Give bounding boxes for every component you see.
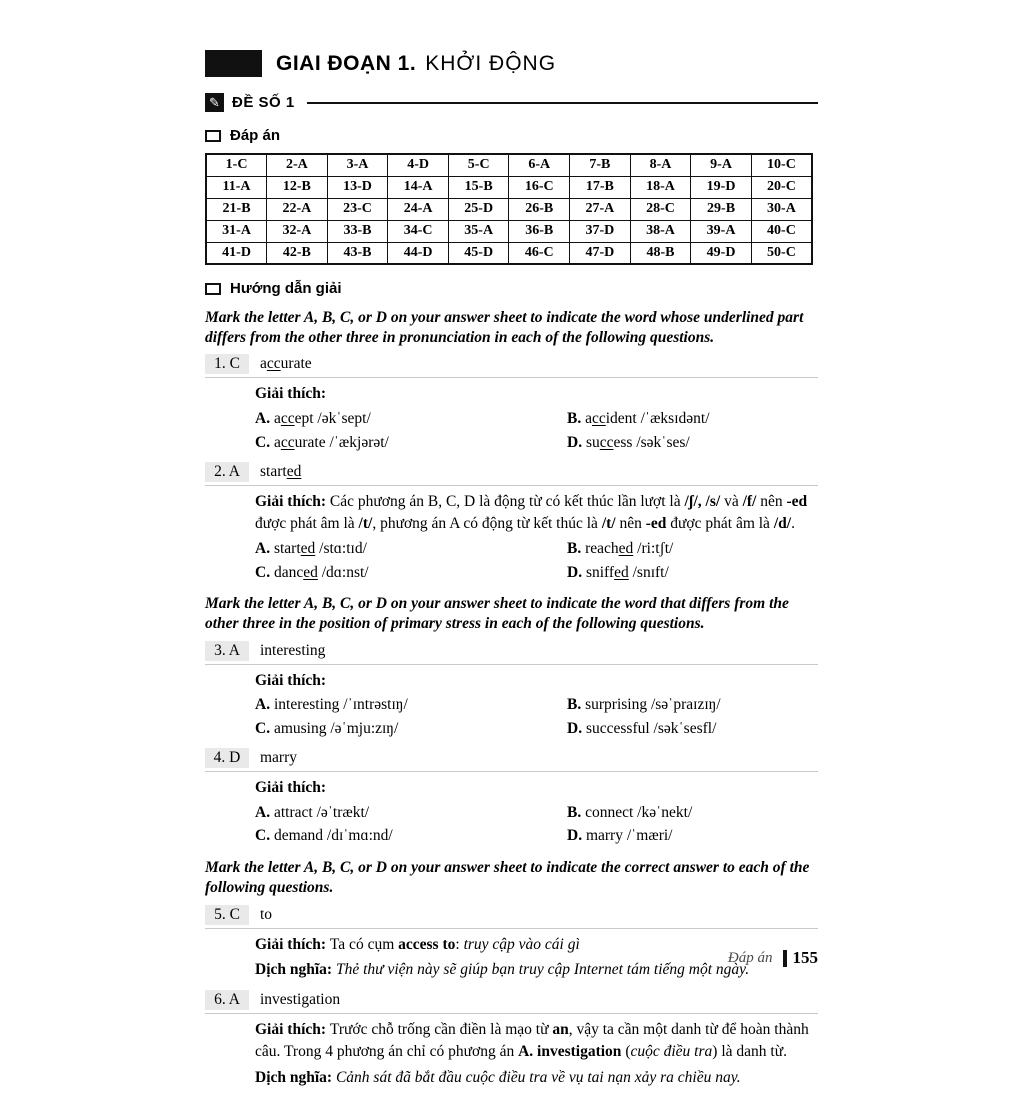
stage-header bbox=[205, 50, 818, 77]
page-number: 155 bbox=[792, 948, 818, 967]
option-ipa: /ˈæksɪdənt/ bbox=[640, 409, 710, 427]
option-ipa: /əkˈsept/ bbox=[317, 409, 371, 427]
explanation-line: Giải thích: Ta có cụm access to: truy cập vào cái gì bbox=[255, 935, 580, 953]
option-label: B. bbox=[567, 409, 582, 427]
pencil-icon: ✎ bbox=[205, 93, 224, 112]
page-footer bbox=[205, 948, 818, 968]
instruction-paragraph: Mark the letter A, B, C, or D on your answer sheet to indicate the word whose underlined part differs from the other three in pronunciation in each of the following questions. bbox=[205, 309, 804, 346]
option-line bbox=[567, 409, 818, 430]
option-word: successful bbox=[585, 720, 650, 738]
stage-marker-box bbox=[205, 50, 262, 77]
question-block bbox=[205, 748, 818, 847]
question-word: investigation bbox=[260, 990, 341, 1008]
option-label: A. bbox=[255, 409, 271, 427]
option-line bbox=[255, 803, 567, 824]
explanation-line: Giải thích: Các phương án B, C, D là động từ có kết thúc lần lượt là /ʃ/, /s/ và /f/ nên -ed được phát âm là /t/, phương án A có động từ kết thúc là /t/ nên -ed được phát âm là /d/. bbox=[255, 492, 808, 533]
option-word: success bbox=[585, 433, 633, 451]
answer-cell: 48-B bbox=[630, 242, 691, 264]
option-line bbox=[255, 409, 567, 430]
answer-cell: 41-D bbox=[206, 242, 267, 264]
guide-heading-row bbox=[205, 280, 818, 297]
answer-cell: 37-D bbox=[570, 220, 631, 242]
question-body bbox=[255, 383, 818, 453]
question-header bbox=[205, 641, 818, 665]
option-word: accurate bbox=[273, 433, 326, 451]
answer-cell: 39-A bbox=[691, 220, 752, 242]
question-block bbox=[205, 641, 818, 740]
option-label: B. bbox=[567, 539, 582, 557]
option-label: C. bbox=[255, 563, 271, 581]
answer-cell: 25-D bbox=[448, 198, 509, 220]
footer-divider-bar bbox=[783, 950, 787, 967]
option-word: marry bbox=[585, 827, 623, 845]
question-answer-badge: 1. C bbox=[205, 354, 249, 374]
option-line bbox=[567, 433, 818, 454]
option-ipa: /ˈɪntrəstɪŋ/ bbox=[343, 696, 408, 714]
answer-cell: 2-A bbox=[267, 154, 328, 176]
option-label: A. bbox=[255, 539, 271, 557]
question-word: interesting bbox=[260, 641, 326, 659]
question-word: started bbox=[260, 462, 302, 480]
question-word: to bbox=[260, 905, 273, 923]
question-header bbox=[205, 990, 818, 1014]
option-line bbox=[567, 719, 818, 740]
answer-cell: 23-C bbox=[327, 198, 388, 220]
option-line bbox=[567, 695, 818, 716]
explanation-line: Giải thích: bbox=[255, 779, 327, 797]
test-heading-row bbox=[205, 93, 818, 112]
question-word: accurate bbox=[260, 355, 312, 373]
answer-cell: 9-A bbox=[691, 154, 752, 176]
answers-heading-row bbox=[205, 127, 818, 144]
answer-cell: 15-B bbox=[448, 176, 509, 198]
answer-cell: 22-A bbox=[267, 198, 328, 220]
option-line bbox=[567, 803, 818, 824]
answer-table bbox=[205, 153, 813, 265]
answer-cell: 47-D bbox=[570, 242, 631, 264]
answer-cell: 12-B bbox=[267, 176, 328, 198]
translation-line: Dịch nghĩa: Thẻ thư viện này sẽ giúp bạn truy cập Internet tám tiếng một ngày. bbox=[255, 961, 750, 979]
answer-cell: 19-D bbox=[691, 176, 752, 198]
translation-line: Dịch nghĩa: Cảnh sát đã bắt đầu cuộc điều tra về vụ tai nạn xảy ra chiều nay. bbox=[255, 1068, 741, 1086]
question-body bbox=[255, 777, 818, 847]
option-label: B. bbox=[567, 696, 582, 714]
option-ipa: /ri:tʃt/ bbox=[637, 539, 674, 557]
option-label: B. bbox=[567, 803, 582, 821]
answer-cell: 4-D bbox=[388, 154, 449, 176]
option-line bbox=[255, 563, 567, 584]
answer-cell: 24-A bbox=[388, 198, 449, 220]
answer-cell: 42-B bbox=[267, 242, 328, 264]
option-ipa: /əˈmju:zɪŋ/ bbox=[330, 720, 399, 738]
option-line bbox=[255, 719, 567, 740]
option-line bbox=[255, 695, 567, 716]
option-word: sniffed bbox=[585, 563, 629, 581]
options-grid bbox=[255, 803, 818, 848]
answer-table-row bbox=[206, 242, 812, 264]
answer-cell: 32-A bbox=[267, 220, 328, 242]
option-word: started bbox=[273, 539, 316, 557]
question-answer-badge: 2. A bbox=[205, 462, 249, 482]
stage-label: GIAI ĐOẠN 1. bbox=[276, 51, 417, 75]
instruction-paragraph: Mark the letter A, B, C, or D on your answer sheet to indicate the word that differs from the other three in the position of primary stress in each of the following questions. bbox=[205, 595, 789, 633]
answer-cell: 3-A bbox=[327, 154, 388, 176]
guide-heading: Hướng dẫn giải bbox=[230, 280, 342, 297]
answer-cell: 10-C bbox=[751, 154, 812, 176]
option-word: accident bbox=[585, 409, 637, 427]
checkbox-icon bbox=[205, 130, 221, 142]
option-ipa: /səkˈsesfl/ bbox=[653, 720, 717, 738]
question-answer-badge: 6. A bbox=[205, 990, 249, 1010]
explanation-line: Giải thích: Trước chỗ trống cần điền là mạo từ an, vậy ta cần một danh từ để hoàn thành câu. Trong 4 phương án chỉ có phương án A. investigation (cuộc điều tra) là danh từ. bbox=[255, 1020, 809, 1061]
answer-cell: 20-C bbox=[751, 176, 812, 198]
option-label: C. bbox=[255, 720, 271, 738]
option-ipa: /səkˈses/ bbox=[636, 433, 690, 451]
option-label: C. bbox=[255, 827, 271, 845]
question-word: marry bbox=[260, 749, 298, 767]
answer-cell: 33-B bbox=[327, 220, 388, 242]
answer-cell: 34-C bbox=[388, 220, 449, 242]
option-ipa: /əˈtrækt/ bbox=[316, 803, 370, 821]
answer-cell: 45-D bbox=[448, 242, 509, 264]
option-ipa: /dɑ:nst/ bbox=[321, 563, 369, 581]
answer-cell: 40-C bbox=[751, 220, 812, 242]
option-line bbox=[255, 433, 567, 454]
answer-cell: 14-A bbox=[388, 176, 449, 198]
option-line bbox=[255, 539, 567, 560]
answer-cell: 46-C bbox=[509, 242, 570, 264]
option-line bbox=[567, 563, 818, 584]
answer-table-row bbox=[206, 176, 812, 198]
option-ipa: /kəˈnekt/ bbox=[637, 803, 693, 821]
answer-cell: 30-A bbox=[751, 198, 812, 220]
option-label: C. bbox=[255, 433, 271, 451]
option-label: A. bbox=[255, 696, 271, 714]
option-word: connect bbox=[585, 803, 634, 821]
answer-cell: 17-B bbox=[570, 176, 631, 198]
answer-table-row bbox=[206, 220, 812, 242]
answer-table-row bbox=[206, 198, 812, 220]
question-header bbox=[205, 905, 818, 929]
answer-cell: 35-A bbox=[448, 220, 509, 242]
instruction-paragraph: Mark the letter A, B, C, or D on your answer sheet to indicate the correct answer to each of the following questions. bbox=[205, 859, 810, 897]
heading-rule bbox=[307, 102, 818, 104]
question-body bbox=[255, 1019, 818, 1089]
option-line bbox=[567, 539, 818, 560]
question-answer-badge: 5. C bbox=[205, 905, 249, 925]
question-answer-badge: 4. D bbox=[205, 748, 249, 768]
answer-cell: 7-B bbox=[570, 154, 631, 176]
answer-cell: 49-D bbox=[691, 242, 752, 264]
option-ipa: /ˈmæri/ bbox=[626, 827, 673, 845]
footer-section-label: Đáp án bbox=[727, 949, 773, 966]
explanation-line: Giải thích: bbox=[255, 671, 327, 689]
question-body bbox=[255, 670, 818, 740]
answer-cell: 43-B bbox=[327, 242, 388, 264]
option-word: reached bbox=[585, 539, 634, 557]
answer-cell: 44-D bbox=[388, 242, 449, 264]
answer-cell: 18-A bbox=[630, 176, 691, 198]
answer-cell: 29-B bbox=[691, 198, 752, 220]
option-line bbox=[255, 826, 567, 847]
question-header bbox=[205, 748, 818, 772]
option-label: A. bbox=[255, 803, 271, 821]
question-header bbox=[205, 354, 818, 378]
option-ipa: /stɑ:tɪd/ bbox=[319, 539, 367, 557]
answer-cell: 36-B bbox=[509, 220, 570, 242]
question-block bbox=[205, 462, 818, 584]
option-word: attract bbox=[273, 803, 313, 821]
answer-cell: 27-A bbox=[570, 198, 631, 220]
question-header bbox=[205, 462, 818, 486]
answers-heading: Đáp án bbox=[230, 127, 281, 144]
answer-cell: 16-C bbox=[509, 176, 570, 198]
question-body bbox=[255, 491, 818, 584]
option-ipa: /dɪˈmɑ:nd/ bbox=[326, 827, 393, 845]
checkbox-icon bbox=[205, 283, 221, 295]
answer-cell: 8-A bbox=[630, 154, 691, 176]
option-line bbox=[567, 826, 818, 847]
options-grid bbox=[255, 695, 818, 740]
answer-cell: 21-B bbox=[206, 198, 267, 220]
options-grid bbox=[255, 539, 818, 584]
answer-cell: 1-C bbox=[206, 154, 267, 176]
option-word: amusing bbox=[273, 720, 327, 738]
question-block bbox=[205, 990, 818, 1089]
option-word: interesting bbox=[273, 696, 340, 714]
options-grid bbox=[255, 409, 818, 454]
answer-cell: 5-C bbox=[448, 154, 509, 176]
question-answer-badge: 3. A bbox=[205, 641, 249, 661]
option-ipa: /snɪft/ bbox=[632, 563, 669, 581]
book-page bbox=[205, 50, 818, 1097]
option-word: accept bbox=[273, 409, 314, 427]
option-label: D. bbox=[567, 720, 583, 738]
answer-cell: 31-A bbox=[206, 220, 267, 242]
answer-cell: 38-A bbox=[630, 220, 691, 242]
option-ipa: /səˈpraɪzɪŋ/ bbox=[650, 696, 721, 714]
explanation-line: Giải thích: bbox=[255, 385, 327, 403]
stage-title: KHỞI ĐỘNG bbox=[425, 51, 557, 75]
answer-cell: 26-B bbox=[509, 198, 570, 220]
option-word: danced bbox=[273, 563, 318, 581]
option-label: D. bbox=[567, 433, 583, 451]
answer-table-row bbox=[206, 154, 812, 176]
option-word: surprising bbox=[585, 696, 648, 714]
test-heading: ĐỀ SỐ 1 bbox=[232, 94, 295, 111]
question-block bbox=[205, 354, 818, 453]
option-ipa: /ˈækjərət/ bbox=[329, 433, 389, 451]
option-word: demand bbox=[273, 827, 324, 845]
answer-cell: 28-C bbox=[630, 198, 691, 220]
question-block bbox=[205, 905, 818, 982]
answer-cell: 6-A bbox=[509, 154, 570, 176]
answer-cell: 11-A bbox=[206, 176, 267, 198]
answer-cell: 50-C bbox=[751, 242, 812, 264]
option-label: D. bbox=[567, 827, 583, 845]
option-label: D. bbox=[567, 563, 583, 581]
answer-cell: 13-D bbox=[327, 176, 388, 198]
